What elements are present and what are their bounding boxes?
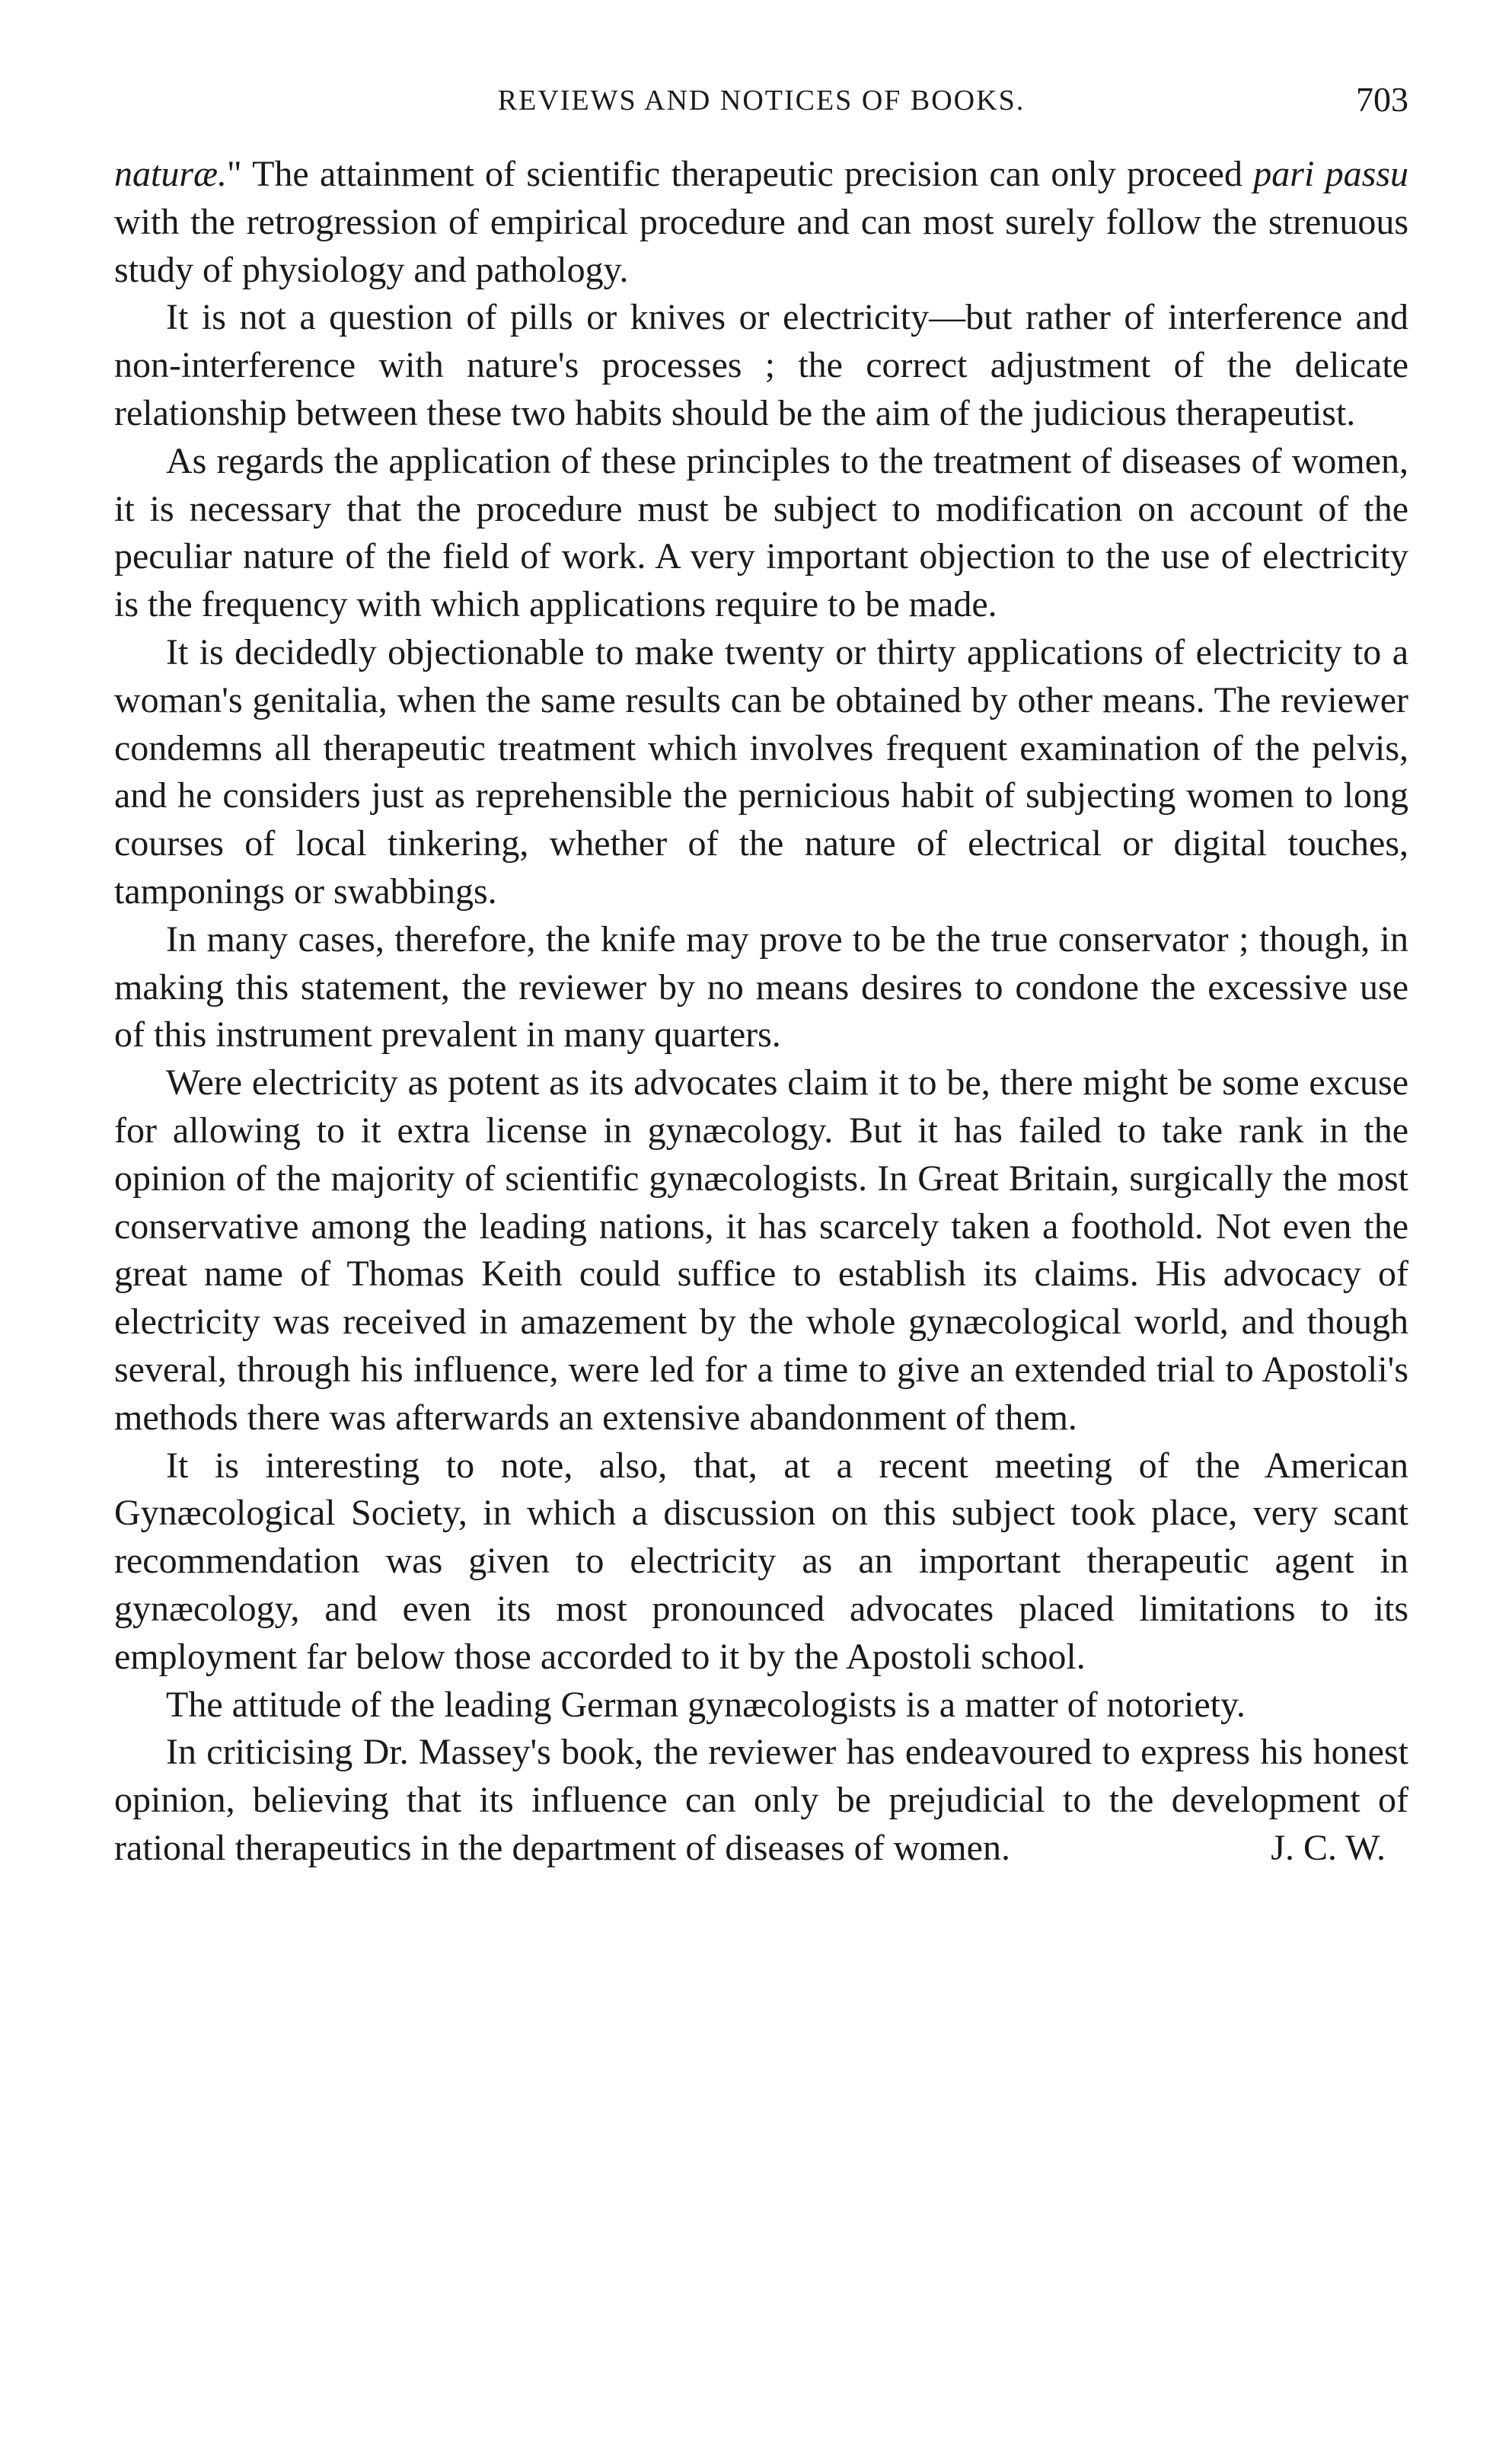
running-head — [114, 76, 1408, 137]
document-page — [114, 76, 1408, 1873]
paragraph-2: It is not a question of pills or knives or electricity—but rather of interference and non-interference with nature's processes ; the correct adjustment of the delicate relationship between these two habits should be the aim of the judicious therapeutist. — [114, 297, 1408, 433]
paragraph-1 — [114, 151, 1408, 294]
paragraph-1-text-b: with the retrogression of empirical procedure and can most surely follow the strenuous study of physiology and pathology. — [114, 201, 1408, 290]
signature-initials: J. C. W. — [1271, 1827, 1386, 1868]
page-number: 703 — [1356, 80, 1408, 119]
lead-italic-word: naturæ. — [114, 154, 228, 194]
running-title: REVIEWS AND NOTICES OF BOOKS. — [497, 85, 1026, 117]
italic-phrase: pari passu — [1253, 154, 1408, 194]
paragraph-6: Were electricity as potent as its advocates claim it to be, there might be some excuse for allowing to it extra license in gynæcology. But it has failed to take rank in the opinion of the majority of scientific gynæcologists. In Great Britain, surgically the most conservative among the leading nations, it has scarcely taken a foothold. Not even the great name of Thomas Keith could suffice to establish its claims. His advocacy of electricity was received in amazement by the whole gynæcological world, and though several, through his influence, were led for a time to give an extended trial to Apostoli's methods there was afterwards an extensive abandonment of them. — [114, 1062, 1408, 1438]
paragraph-5: In many cases, therefore, the knife may prove to be the true conservator ; though, in making this statement, the reviewer by no means desires to condone the excessive use of this instrument prevalent in many quarters. — [114, 918, 1408, 1056]
paragraph-8: The attitude of the leading German gynæcologists is a matter of notoriety. — [166, 1684, 1246, 1725]
paragraph-9 — [114, 1729, 1408, 1872]
paragraph-9-text: In criticising Dr. Massey's book, the reviewer has endeavoured to express his honest opinion, believing that its influence can only be prejudicial to the development of rational therapeutics in the department of diseases of women. — [114, 1732, 1408, 1868]
paragraph-3: As regards the application of these principles to the treatment of diseases of women, it is necessary that the procedure must be subject to modification on account of the peculiar nature of the field of work. A very important objection to the use of electricity is the frequency with which applications require to be made. — [114, 440, 1408, 625]
paragraph-1-text-a: " The attainment of scientific therapeutic precision can only proceed — [227, 154, 1254, 194]
paragraph-4: It is decidedly objectionable to make twenty or thirty applications of electricity to a woman's genitalia, when the same results can be obtained by other means. The reviewer condemns all therapeutic treatment which involves frequent examination of the pelvis, and he considers just as reprehensible the pernicious habit of subjecting women to long courses of local tinkering, whether of the nature of electrical or digital touches, tamponings or swabbings. — [114, 631, 1408, 912]
paragraph-7: It is interesting to note, also, that, at a recent meeting of the American Gynæcological Society, in which a discussion on this subject took place, very scant recommendation was given to electricity as an important therapeutic agent in gynæcology, and even its most pronounced advocates placed limitations to its employment far below those accorded to it by the Apostoli school. — [114, 1445, 1408, 1677]
